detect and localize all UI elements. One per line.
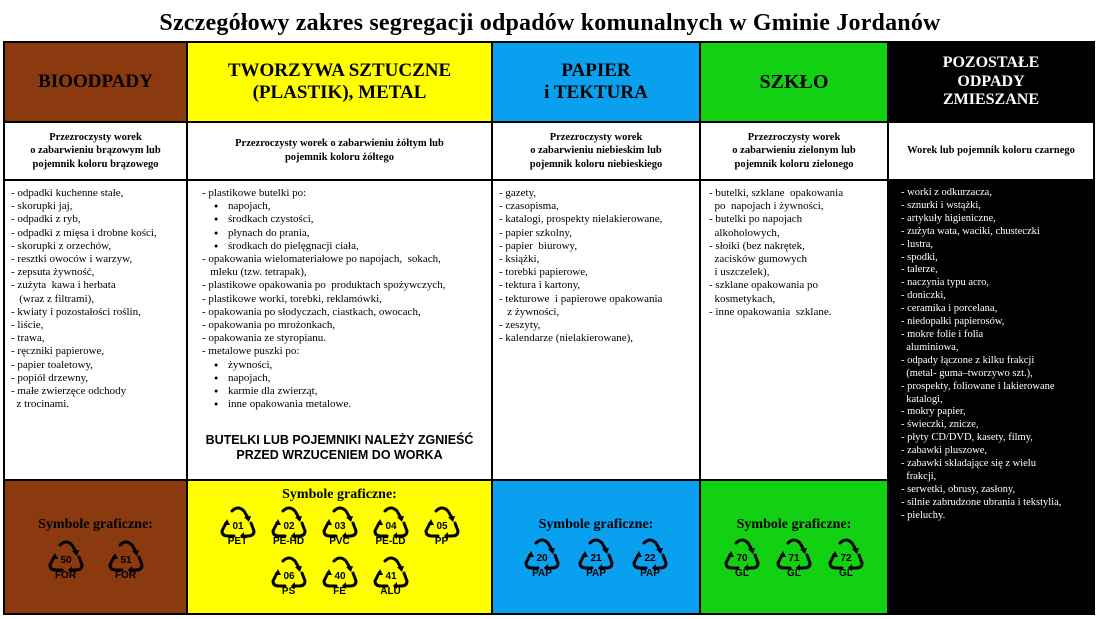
header-paper-line2: i TEKTURA (544, 82, 648, 103)
recycling-symbol-icon (367, 505, 415, 547)
list-item: - kalendarze (nielakierowane), (499, 332, 634, 345)
list-item: - płyty CD/DVD, kasety, filmy, (901, 432, 1033, 444)
segregation-table (3, 41, 1095, 615)
list-item: - opakowania po słodyczach, ciastkach, owocach, (202, 305, 421, 318)
material-code: GL (735, 568, 749, 579)
item-list-plastic (202, 187, 491, 411)
list-item: mleku (tzw. tetrapak), (202, 266, 307, 279)
list-item: - naczynia typu acro, (901, 277, 990, 289)
crush-note: BUTELKI LUB POJEMNIKI NALEŻY ZGNIEŚĆ PRZED WRZUCENIEM DO WORKA (205, 433, 474, 462)
list-item: - ręczniki papierowe, (11, 345, 105, 358)
list-item: - opakowania wielomateriałowe po napojach, sokach, (202, 253, 441, 266)
material-code: FE (333, 586, 346, 597)
list-item: ● środkach do pielęgnacji ciała, (202, 240, 491, 253)
svg-text:06: 06 (282, 571, 295, 582)
symbol-icons-bio (5, 539, 186, 581)
recycling-triangle-icon (422, 505, 462, 539)
recycling-symbol-icon (367, 555, 415, 597)
list-item: - trawa, (11, 332, 45, 345)
list-item: ● napojach, (202, 372, 491, 385)
svg-text:20: 20 (536, 553, 548, 564)
symbols-label-paper: Symbole graficzne: (538, 517, 654, 532)
list-item: z trocinami. (11, 398, 70, 411)
recycling-triangle-icon (218, 505, 258, 539)
material-code: FOR (114, 570, 137, 581)
list-item: - zeszyty, (499, 319, 541, 332)
recycling-symbol-icon (518, 537, 566, 579)
svg-text:21: 21 (590, 553, 602, 564)
items-paper (493, 181, 699, 481)
list-item: (wraz z filtrami), (11, 292, 95, 305)
symbol-icons-glass (701, 537, 887, 579)
header-mixed (889, 43, 1093, 123)
list-item: - zabawki składające się z wielu (901, 458, 1036, 470)
list-item: - papier biurowy, (499, 239, 578, 252)
header-bio-label: BIOODPADY (38, 71, 153, 93)
container-plastic-text: Przezroczysty worek o zabarwieniu żółtym lub pojemnik koloru żółtego (235, 138, 444, 163)
list-item: ● napojach, (202, 200, 491, 213)
header-plastic-line2: (PLASTIK), METAL (252, 82, 427, 103)
list-item: - inne opakowania szklane. (709, 305, 832, 318)
recycling-symbol-icon (265, 505, 313, 547)
list-item: - serwetki, obrusy, zasłony, (901, 483, 1016, 495)
list-item: - butelki po napojach (709, 213, 803, 226)
list-item: ● karmie dla zwierząt, (202, 385, 491, 398)
list-item: - mokry papier, (901, 406, 966, 418)
list-item: (metal- guma–tworzywo szt.), (901, 367, 1033, 379)
header-mixed-line3: ZMIESZANE (942, 91, 1040, 109)
list-item: - prospekty, foliowane i lakierowane (901, 380, 1055, 392)
list-item: - doniczki, (901, 290, 946, 302)
material-code: FOR (54, 570, 77, 581)
list-item: - butelki, szklane opakowania (709, 187, 844, 199)
list-item: - gazety, (499, 187, 537, 199)
column-mixed (889, 43, 1093, 613)
recycling-triangle-icon (46, 539, 86, 573)
container-glass-text: Przezroczysty worek o zabarwieniu zielonym lub pojemnik koloru zielonego (732, 131, 856, 170)
item-list-mixed (901, 187, 1093, 523)
material-code: GL (787, 568, 801, 579)
page-title: Szczegółowy zakres segregacji odpadów komunalnych w Gminie Jordanów (159, 10, 941, 36)
recycling-triangle-icon (269, 555, 309, 589)
recycling-symbol-icon (418, 505, 466, 547)
list-item: - odpadki z ryb, (11, 213, 81, 226)
header-glass (701, 43, 887, 123)
items-glass (701, 181, 887, 481)
list-item: - zużyta kawa i herbata (11, 279, 116, 292)
symbols-glass (701, 481, 887, 613)
list-item: ● środkach czystości, (202, 213, 491, 226)
list-item: - tekturowe i papierowe opakowania (499, 292, 663, 305)
header-mixed-line1: POZOSTAŁE (942, 54, 1040, 72)
list-item: - odpadki kuchenne stałe, (11, 187, 124, 199)
list-item: - opakowania ze styropianu. (202, 332, 327, 345)
recycling-triangle-icon (320, 505, 360, 539)
list-item: - popiół drzewny, (11, 371, 89, 384)
recycling-triangle-icon (269, 505, 309, 539)
symbols-bio (5, 481, 186, 613)
list-item: zacisków gumowych (709, 253, 808, 266)
material-code: GL (839, 568, 853, 579)
container-bio (5, 123, 186, 181)
list-item: - książki, (499, 253, 540, 266)
container-glass (701, 123, 887, 181)
list-item: - ceramika i porcelana, (901, 303, 998, 315)
item-list-paper (499, 187, 699, 345)
list-item: - pieluchy. (901, 509, 946, 521)
column-glass (701, 43, 889, 613)
list-item: - zużyta wata, waciki, chusteczki (901, 225, 1040, 237)
list-item: - liście, (11, 319, 44, 332)
header-mixed-line2: ODPADY (957, 72, 1025, 90)
symbols-paper (493, 481, 699, 613)
list-item: - czasopisma, (499, 200, 559, 213)
header-glass-label: SZKŁO (759, 70, 829, 93)
item-list-glass (709, 187, 887, 319)
container-mixed-text: Worek lub pojemnik koloru czarnego (907, 145, 1075, 157)
list-item: - plastikowe opakowania po produktach spożywczych, (202, 279, 446, 292)
svg-text:41: 41 (384, 571, 397, 582)
material-code: ALU (380, 586, 401, 597)
item-list-bio (11, 187, 186, 411)
list-item: - szklane opakowania po (709, 279, 819, 292)
items-plastic (188, 181, 491, 481)
list-item: - sznurki i wstążki, (901, 199, 981, 211)
recycling-triangle-icon (371, 505, 411, 539)
material-code: PAP (586, 568, 606, 579)
recycling-symbol-icon (718, 537, 766, 579)
header-paper (493, 43, 699, 123)
recycling-symbol-icon (265, 555, 313, 597)
list-item: - małe zwierzęce odchody (11, 385, 127, 398)
recycling-triangle-icon (522, 537, 562, 571)
symbol-icons-paper (493, 537, 699, 579)
svg-text:70: 70 (736, 553, 748, 564)
column-paper (493, 43, 701, 613)
list-item: ● żywności, (202, 359, 491, 372)
header-paper-line1: PAPIER (561, 60, 631, 82)
svg-text:40: 40 (333, 571, 346, 582)
material-code: PAP (532, 568, 552, 579)
svg-text:51: 51 (119, 555, 132, 566)
list-item: - silnie zabrudzone ubrania i tekstylia, (901, 496, 1062, 508)
list-item: - artykuły higieniczne, (901, 212, 996, 224)
recycling-triangle-icon (722, 537, 762, 571)
svg-text:03: 03 (333, 521, 346, 532)
list-item: - tektura i kartony, (499, 279, 581, 292)
list-item: - świeczki, znicze, (901, 419, 979, 431)
recycling-symbol-icon (572, 537, 620, 579)
list-item: - kwiaty i pozostałości roślin, (11, 305, 141, 318)
list-item: - talerze, (901, 264, 938, 276)
list-item: i uszczelek), (709, 266, 770, 279)
material-code: PE-HD (272, 536, 305, 547)
list-item: - skorupki z orzechów, (11, 239, 112, 252)
list-item: ● płynach do prania, (202, 227, 491, 240)
list-item: kosmetykach, (709, 292, 776, 305)
list-item: - papier szkolny, (499, 226, 572, 239)
list-item: - metalowe puszki po: (202, 345, 300, 358)
list-item: aluminiowa, (901, 341, 959, 353)
container-bio-text: Przezroczysty worek o zabarwieniu brązowym lub pojemnik koloru brązowego (30, 131, 161, 170)
list-item: ● inne opakowania metalowe. (202, 398, 491, 411)
column-bio (5, 43, 188, 613)
recycling-triangle-icon (576, 537, 616, 571)
recycling-triangle-icon (371, 555, 411, 589)
symbols-label-plastic: Symbole graficzne: (282, 487, 397, 502)
svg-text:22: 22 (644, 553, 656, 564)
list-item: - spodki, (901, 251, 938, 263)
svg-text:01: 01 (231, 521, 244, 532)
recycling-triangle-icon (826, 537, 866, 571)
recycling-symbol-icon (316, 555, 364, 597)
header-bio (5, 43, 186, 123)
header-plastic-line1: TWORZYWA SZTUCZNE (227, 60, 452, 82)
symbol-icons-plastic-row1 (188, 505, 491, 547)
recycling-triangle-icon (774, 537, 814, 571)
symbols-label-glass: Symbole graficzne: (736, 517, 852, 532)
items-bio (5, 181, 186, 481)
recycling-triangle-icon (320, 555, 360, 589)
material-code: PET (227, 536, 248, 547)
list-item: - zabawki pluszowe, (901, 445, 988, 457)
list-item: - resztki owoców i warzyw, (11, 253, 133, 266)
svg-text:04: 04 (384, 521, 397, 532)
list-item: - zepsuta żywność, (11, 266, 95, 279)
recycling-symbol-icon (770, 537, 818, 579)
svg-text:05: 05 (435, 521, 448, 532)
recycling-triangle-icon (106, 539, 146, 573)
list-item: - lustra, (901, 238, 934, 250)
material-code: PAP (640, 568, 660, 579)
recycling-symbol-icon (626, 537, 674, 579)
symbols-label-bio: Symbole graficzne: (38, 517, 153, 532)
items-mixed (889, 181, 1093, 613)
list-item: - papier toaletowy, (11, 358, 94, 371)
list-item: - torebki papierowe, (499, 266, 588, 279)
list-item: - odpadki z mięsa i drobne kości, (11, 226, 157, 239)
list-item: - worki z odkurzacza, (901, 187, 992, 198)
container-plastic (188, 123, 491, 181)
svg-text:50: 50 (59, 555, 72, 566)
recycling-symbol-icon (316, 505, 364, 547)
list-item: - mokre folie i folia (901, 328, 984, 340)
list-item: alkoholowych, (709, 226, 780, 239)
svg-text:71: 71 (788, 553, 800, 564)
material-code: PS (281, 586, 296, 597)
recycling-symbol-icon (214, 505, 262, 547)
list-item: - opakowania po mrożonkach, (202, 319, 336, 332)
material-code: PP (434, 536, 449, 547)
svg-text:72: 72 (840, 553, 852, 564)
material-code: PE-LD (375, 536, 406, 547)
list-item: - katalogi, prospekty nielakierowane, (499, 213, 663, 226)
list-item: frakcji, (901, 470, 937, 482)
svg-text:02: 02 (282, 521, 295, 532)
container-paper-text: Przezroczysty worek o zabarwieniu niebieskim lub pojemnik koloru niebieskiego (529, 131, 663, 170)
recycling-symbol-icon (102, 539, 150, 581)
list-item: katalogi, (901, 393, 943, 405)
list-item: - słoiki (bez nakrętek, (709, 239, 805, 252)
recycling-symbol-icon (42, 539, 90, 581)
list-item: - odpady łączone z kilku frakcji (901, 354, 1035, 366)
list-item: po napojach i żywności, (709, 200, 824, 213)
list-item: - plastikowe butelki po: (202, 187, 307, 199)
container-mixed (889, 123, 1093, 181)
header-plastic (188, 43, 491, 123)
recycling-triangle-icon (630, 537, 670, 571)
symbols-plastic (188, 481, 491, 613)
list-item: - skorupki jaj, (11, 200, 73, 213)
list-item: z żywności, (499, 305, 560, 318)
list-item: - plastikowe worki, torebki, reklamówki, (202, 292, 382, 305)
column-plastic (188, 43, 493, 613)
container-paper (493, 123, 699, 181)
list-item: - niedopałki papierosów, (901, 316, 1005, 328)
symbol-icons-plastic-row2 (188, 555, 491, 597)
material-code: PVC (329, 536, 350, 547)
recycling-symbol-icon (822, 537, 870, 579)
